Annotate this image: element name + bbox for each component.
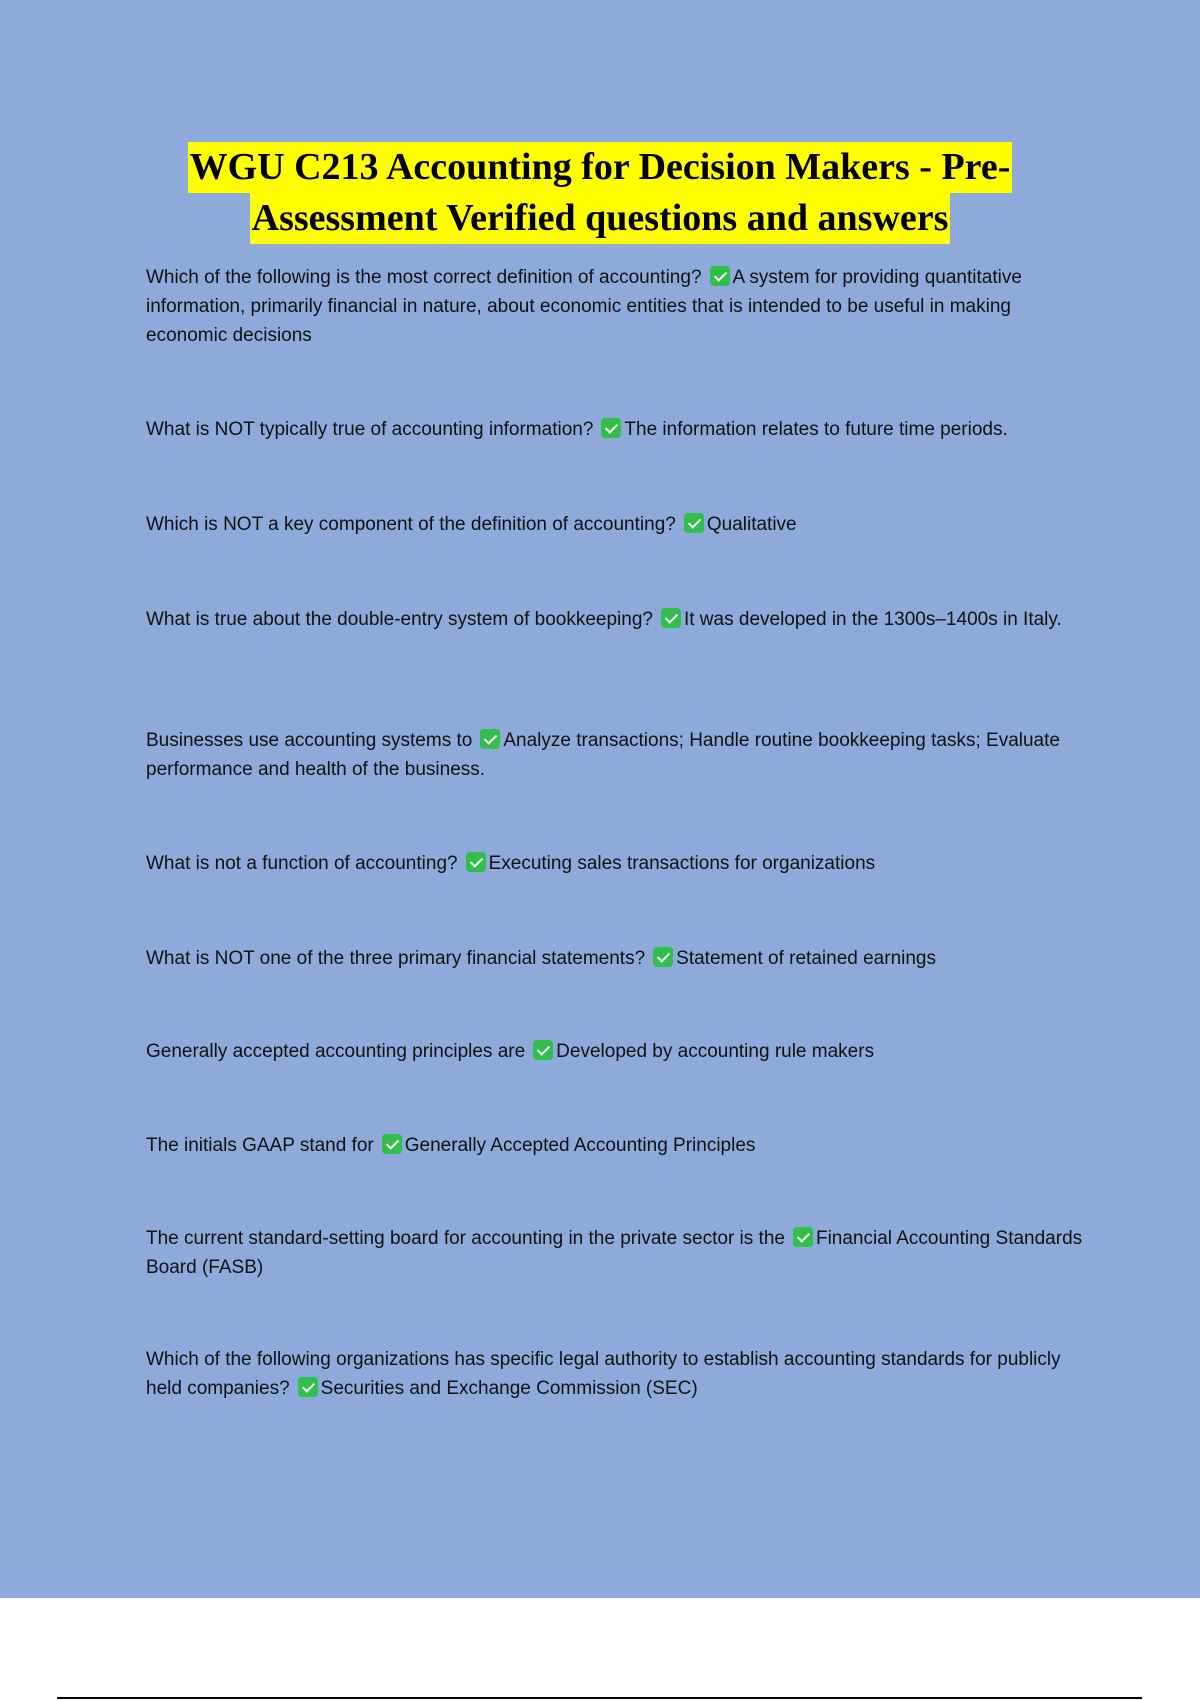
question-text: The initials GAAP stand for — [146, 1135, 374, 1156]
check-mark-icon — [298, 1377, 318, 1397]
qa-item — [146, 263, 1096, 350]
qa-item — [146, 944, 1096, 973]
question-text: What is NOT one of the three primary financial statements? — [146, 948, 646, 969]
qa-item — [146, 1345, 1096, 1403]
question-text: What is NOT typically true of accounting information? — [146, 419, 594, 440]
check-mark-icon — [661, 608, 681, 628]
check-mark-icon — [533, 1040, 553, 1060]
qa-item — [146, 415, 1096, 444]
qa-item — [146, 1037, 1096, 1066]
check-mark-icon — [466, 852, 486, 872]
question-text: Which is NOT a key component of the definition of accounting? — [146, 514, 676, 535]
check-mark-icon — [684, 513, 704, 533]
title-line-2: Assessment Verified questions and answers — [250, 193, 951, 244]
answer-text: Generally Accepted Accounting Principles — [404, 1135, 756, 1156]
question-text: Which of the following is the most correct definition of accounting? — [146, 267, 702, 288]
answer-text: A system for providing quantitative information, primarily financial in nature, about economic entities that is intended to be useful in making economic decisions — [146, 267, 1022, 346]
answer-text: Executing sales transactions for organizations — [488, 853, 876, 874]
answer-text: Qualitative — [706, 514, 797, 535]
answer-text: Statement of retained earnings — [676, 948, 936, 969]
answer-text: Developed by accounting rule makers — [556, 1041, 875, 1062]
answer-text: Securities and Exchange Commission (SEC) — [320, 1378, 698, 1399]
page-title — [0, 142, 1200, 244]
qa-item — [146, 1224, 1096, 1282]
check-mark-icon — [601, 418, 621, 438]
question-text: Generally accepted accounting principles are — [146, 1041, 526, 1062]
qa-item — [146, 726, 1096, 784]
answer-text: Analyze transactions; Handle routine bookkeeping tasks; Evaluate performance and health of the business. — [146, 730, 1060, 780]
check-mark-icon — [653, 947, 673, 967]
qa-item — [146, 510, 1096, 539]
answer-text: Financial Accounting Standards Board (FASB) — [146, 1228, 1083, 1278]
question-text: What is not a function of accounting? — [146, 853, 458, 874]
title-line-1: WGU C213 Accounting for Decision Makers - Pre- — [188, 142, 1013, 193]
qa-item — [146, 605, 1096, 634]
qa-item — [146, 849, 1096, 878]
check-mark-icon — [710, 266, 730, 286]
question-text: Which of the following organizations has specific legal authority to establish accounting standards for publicly held companies? — [146, 1349, 1061, 1399]
check-mark-icon — [382, 1134, 402, 1154]
footer-divider — [57, 1697, 1142, 1699]
question-text: What is true about the double-entry system of bookkeeping? — [146, 609, 653, 630]
check-mark-icon — [793, 1227, 813, 1247]
question-text: Businesses use accounting systems to — [146, 730, 473, 751]
answer-text: It was developed in the 1300s–1400s in Italy. — [683, 609, 1062, 630]
check-mark-icon — [480, 729, 500, 749]
answer-text: The information relates to future time periods. — [624, 419, 1008, 440]
question-text: The current standard-setting board for accounting in the private sector is the — [146, 1228, 785, 1249]
qa-item — [146, 1131, 1096, 1160]
